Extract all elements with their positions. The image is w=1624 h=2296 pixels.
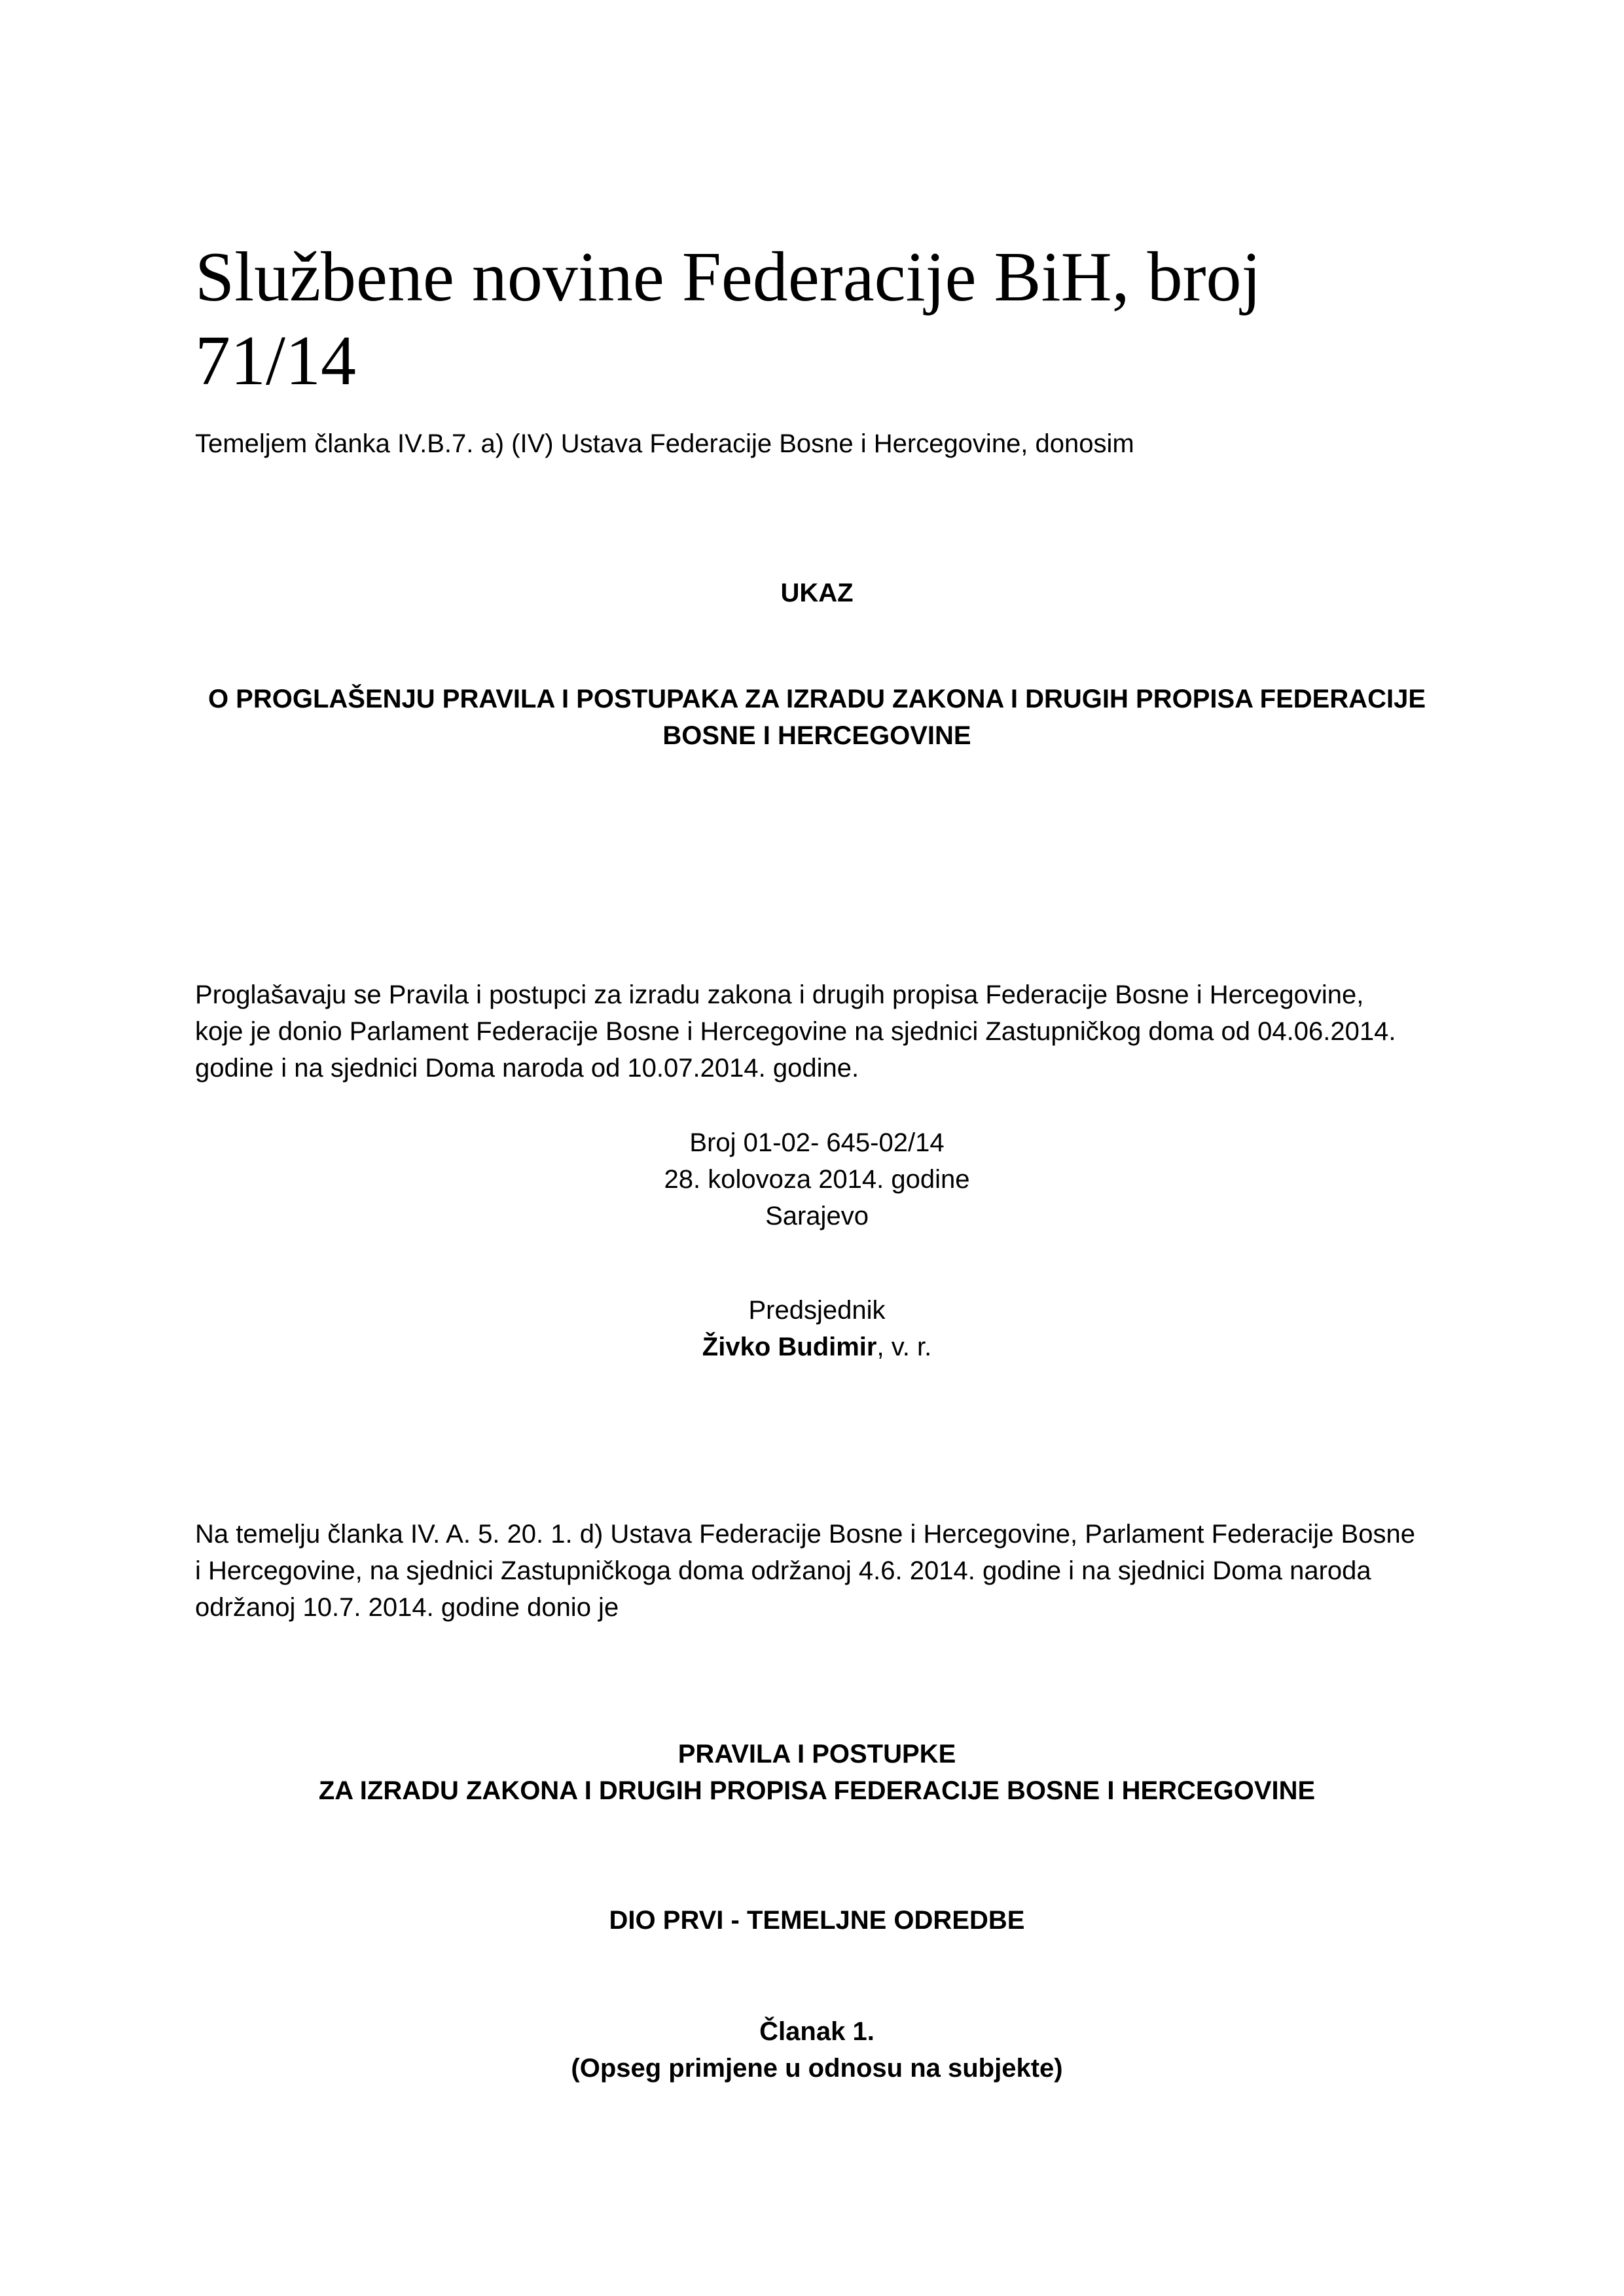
document-date: 28. kolovoza 2014. godine bbox=[664, 1165, 970, 1194]
proclamation-line-2: koje je donio Parlament Federacije Bosne i Hercegovine na sjednici Zastupničkog doma od 04.06.2014. bbox=[195, 1017, 1396, 1046]
preamble-paragraph bbox=[195, 1516, 1439, 1626]
proclamation-line-1: Proglašavaju se Pravila i postupci za izradu zakona i drugih propisa Federacije Bosne i Hercegovine, bbox=[195, 980, 1364, 1009]
signatory-line bbox=[195, 1329, 1439, 1365]
part-heading: DIO PRVI - TEMELJNE ODREDBE bbox=[609, 1906, 1025, 1935]
ukaz-subheading bbox=[195, 681, 1439, 754]
reference-block bbox=[195, 1124, 1439, 1234]
proclamation-paragraph bbox=[195, 977, 1439, 1086]
title-line-2: 71/14 bbox=[195, 322, 357, 400]
rules-heading bbox=[195, 1736, 1439, 1809]
preamble-line-2: i Hercegovine, na sjednici Zastupničkoga doma održanoj 4.6. 2014. godine i na sjednici Doma naroda bbox=[195, 1556, 1371, 1585]
preamble-line-1: Na temelju članka IV. A. 5. 20. 1. d) Ustava Federacije Bosne i Hercegovine, Parlament Federacije Bosne bbox=[195, 1520, 1415, 1549]
rules-heading-line-1: PRAVILA I POSTUPKE bbox=[677, 1740, 956, 1768]
signature-block bbox=[195, 1292, 1439, 1365]
preamble-line-3: održanoj 10.7. 2014. godine donio je bbox=[195, 1593, 619, 1622]
article-subheading: (Opseg primjene u odnosu na subjekte) bbox=[571, 2054, 1063, 2083]
intro-paragraph: Temeljem članka IV.B.7. a) (IV) Ustava Federacije Bosne i Hercegovine, donosim bbox=[195, 429, 1134, 458]
signatory-name: Živko Budimir bbox=[702, 1333, 877, 1361]
rules-heading-line-2: ZA IZRADU ZAKONA I DRUGIH PROPISA FEDERACIJE BOSNE I HERCEGOVINE bbox=[318, 1776, 1316, 1805]
proclamation-line-3: godine i na sjednici Doma naroda od 10.07.2014. godine. bbox=[195, 1054, 859, 1083]
reference-number: Broj 01-02- 645-02/14 bbox=[689, 1128, 945, 1157]
article-heading: Članak 1. bbox=[759, 2017, 875, 2046]
article-heading-block bbox=[195, 2013, 1439, 2087]
title-line-1: Službene novine Federacije BiH, broj bbox=[195, 238, 1261, 316]
ukaz-heading: UKAZ bbox=[780, 579, 854, 607]
document-place: Sarajevo bbox=[765, 1202, 869, 1230]
document-title bbox=[195, 236, 1439, 403]
signatory-suffix: , v. r. bbox=[876, 1333, 932, 1361]
signatory-title: Predsjednik bbox=[748, 1296, 886, 1325]
ukaz-subheading-line-1: O PROGLAŠENJU PRAVILA I POSTUPAKA ZA IZRADU ZAKONA I DRUGIH PROPISA FEDERACIJE bbox=[208, 685, 1426, 713]
ukaz-subheading-line-2: BOSNE I HERCEGOVINE bbox=[662, 721, 971, 750]
